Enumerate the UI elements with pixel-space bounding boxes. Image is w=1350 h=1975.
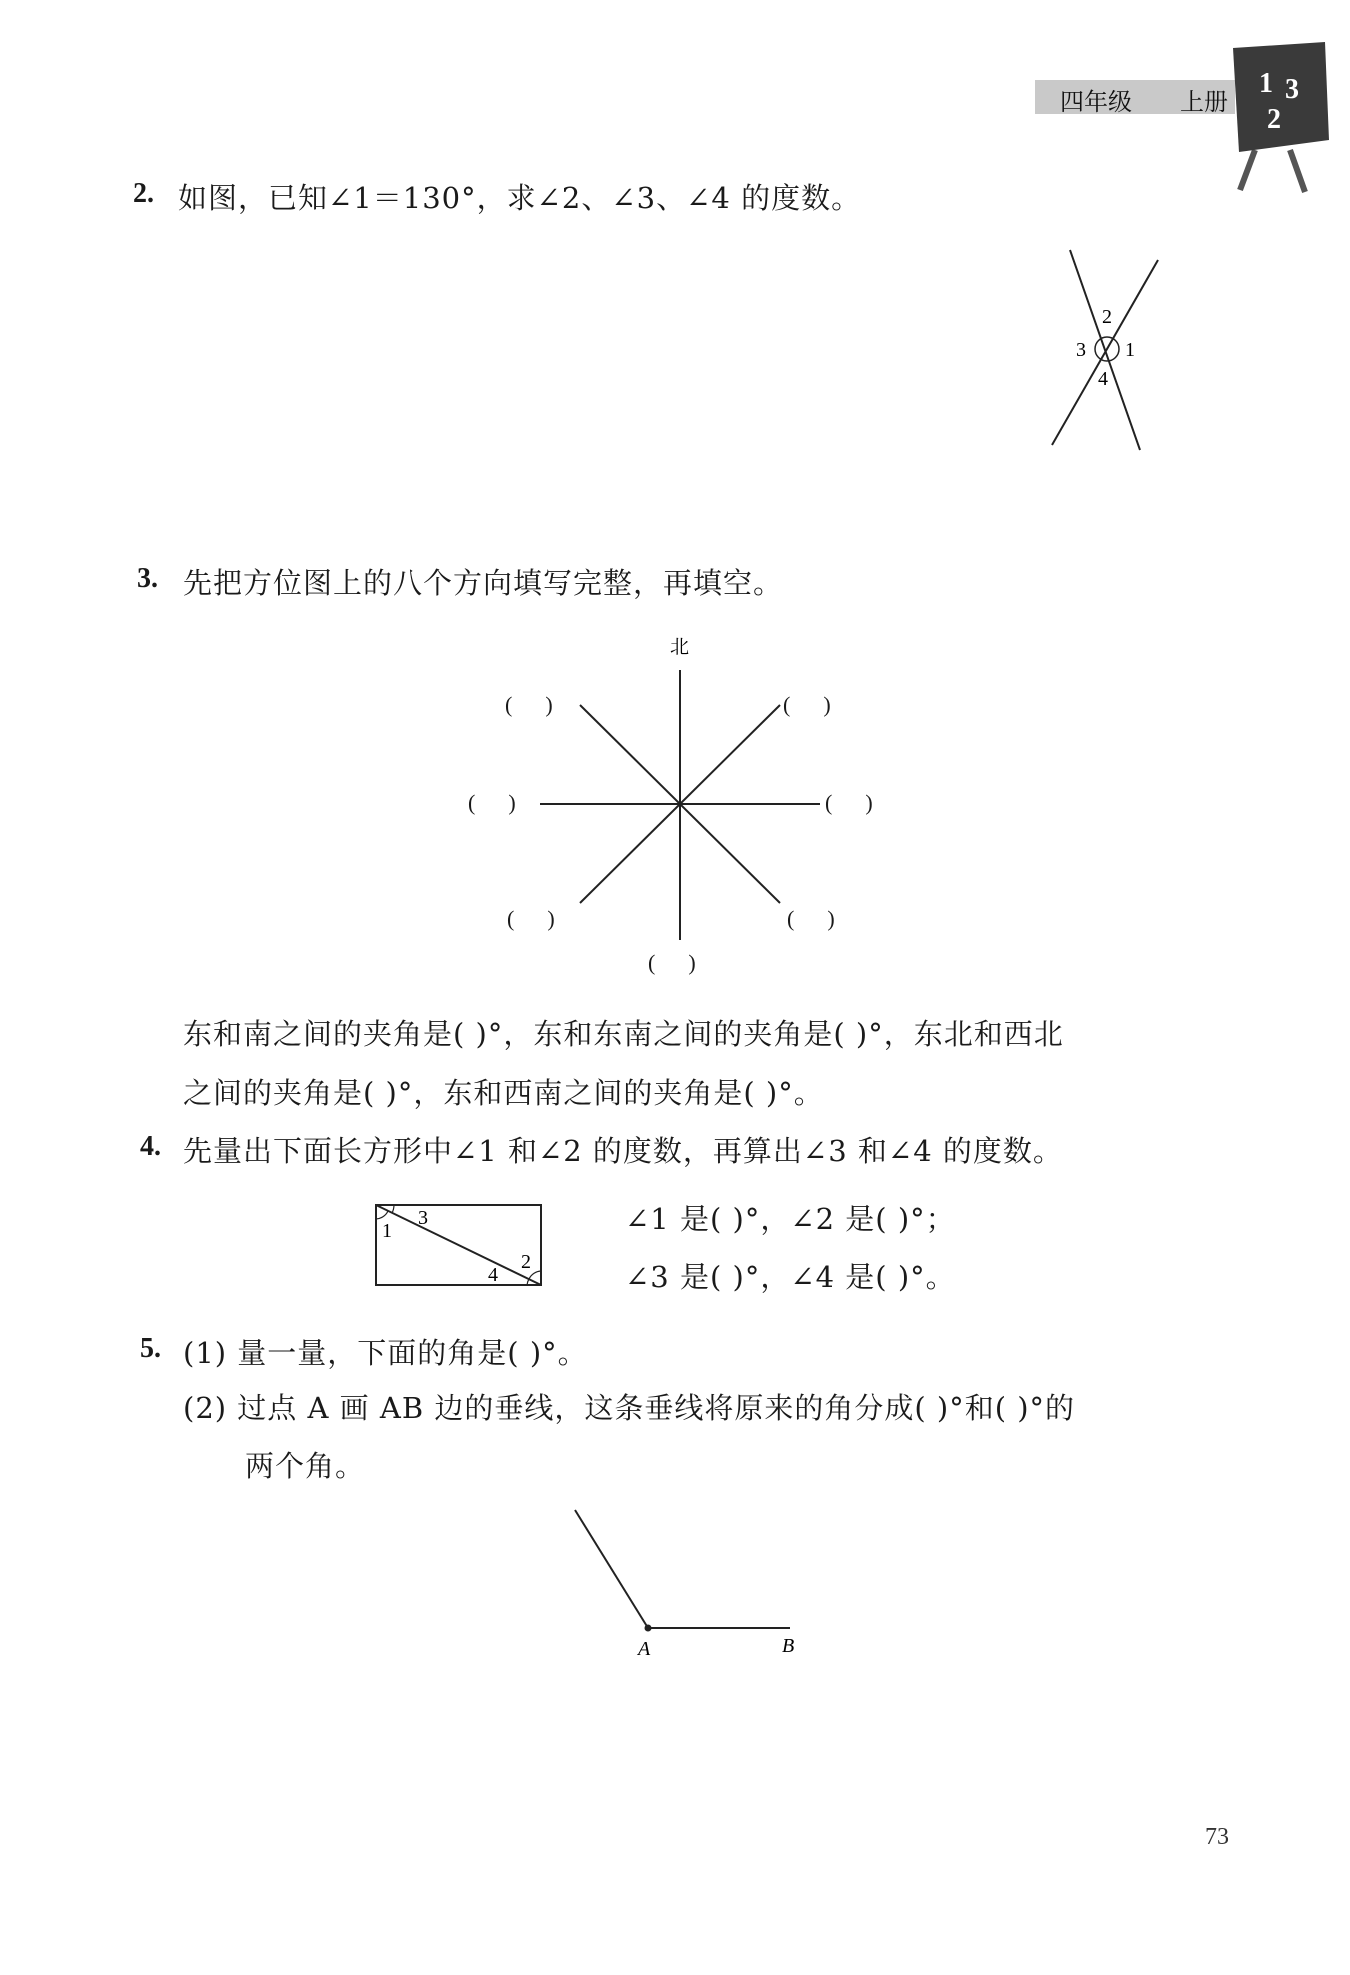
q5-angle-figure [560, 1500, 810, 1670]
q2-text: 如图，已知∠1＝130°，求∠2、∠3、∠4 的度数。 [178, 181, 862, 215]
direction-blank-se[interactable]: ( ) [787, 906, 835, 931]
grade-label: 四年级 [1060, 88, 1132, 116]
direction-blank-s[interactable]: ( ) [648, 950, 696, 975]
q4-angle-1-label: 1 [382, 1220, 392, 1242]
q5-part-2-continued: 两个角。 [245, 1449, 366, 1483]
q4-diagonal [376, 1205, 541, 1285]
logo-digit-2: 2 [1267, 104, 1281, 135]
q4-number: 4. [140, 1131, 161, 1162]
q5-part-2: (2) 过点 A 画 AB 边的垂线，这条垂线将原来的角分成( )°和( )°的 [183, 1391, 1076, 1425]
q4-text: 先量出下面长方形中∠1 和∠2 的度数，再算出∠3 和∠4 的度数。 [183, 1134, 1063, 1168]
page-number: 73 [1205, 1824, 1229, 1850]
easel-leg-right [1290, 150, 1305, 192]
chalkboard [1233, 42, 1329, 152]
q4-answer-line-1: ∠1 是( )°，∠2 是( )°； [625, 1202, 956, 1236]
direction-blank-e[interactable]: ( ) [825, 790, 873, 815]
q4-angle-2-label: 2 [521, 1251, 531, 1273]
q2-intersecting-lines-figure [1040, 245, 1170, 460]
q4-angle-3-label: 3 [418, 1207, 428, 1229]
q2-angle-1-label: 1 [1125, 339, 1135, 361]
q2-number: 2. [133, 178, 154, 209]
q4-rectangle-figure [372, 1200, 547, 1290]
logo-digit-3: 3 [1285, 74, 1299, 105]
q3-fill-line-1: 东和南之间的夹角是( )°，东和东南之间的夹角是( )°，东北和西北 [183, 1017, 1064, 1051]
direction-blank-w[interactable]: ( ) [468, 790, 516, 815]
direction-blank-nw[interactable]: ( ) [505, 692, 553, 717]
q5-part-1: (1) 量一量，下面的角是( )°。 [183, 1336, 588, 1370]
q4-answer-line-2: ∠3 是( )°，∠4 是( )°。 [625, 1260, 956, 1294]
direction-blank-ne[interactable]: ( ) [783, 692, 831, 717]
q4-angle-4-label: 4 [488, 1264, 498, 1286]
q5-number: 5. [140, 1333, 161, 1364]
q5-point-a-label: A [638, 1638, 651, 1660]
easel-leg-left [1240, 150, 1255, 190]
q4-angle-arc-1 [376, 1211, 388, 1219]
q2-line-b [1052, 260, 1158, 445]
volume-label: 上册 [1180, 88, 1228, 116]
direction-blank-sw[interactable]: ( ) [507, 906, 555, 931]
north-label: 北 [670, 637, 690, 658]
q5-ray-upper [575, 1510, 648, 1628]
q2-angle-2-label: 2 [1102, 306, 1112, 328]
q2-angle-4-label: 4 [1098, 368, 1108, 390]
q5-point-b-label: B [782, 1635, 795, 1657]
q2-angle-3-label: 3 [1076, 339, 1086, 361]
q5-vertex-point [645, 1625, 652, 1632]
q3-fill-line-2: 之间的夹角是( )°，东和西南之间的夹角是( )°。 [183, 1076, 824, 1110]
q3-text: 先把方位图上的八个方向填写完整，再填空。 [183, 566, 784, 600]
chalkboard-logo-icon [1225, 40, 1335, 200]
q4-angle-arc-3 [392, 1205, 394, 1213]
logo-digit-1: 1 [1259, 68, 1273, 99]
q3-number: 3. [137, 563, 158, 594]
